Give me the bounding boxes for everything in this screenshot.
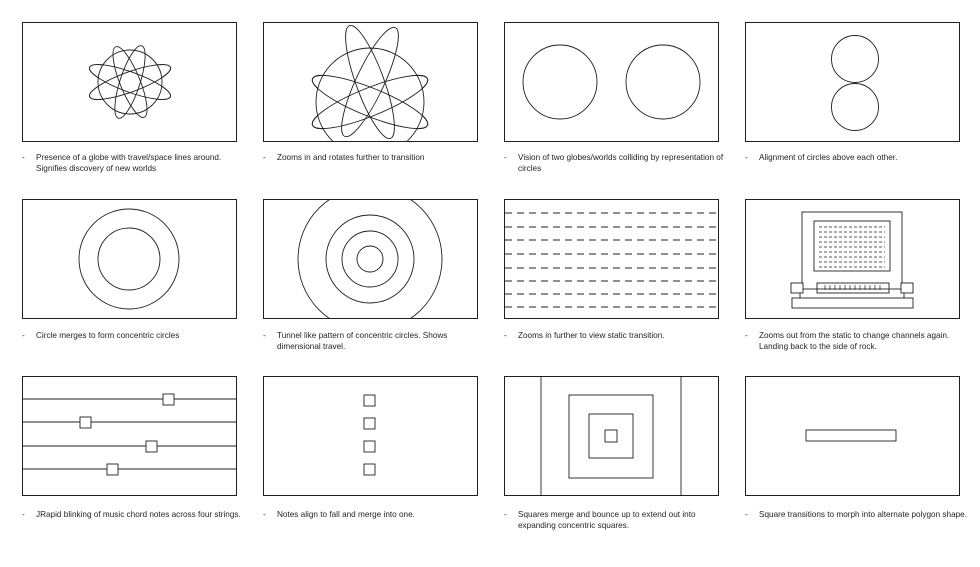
caption-text: Squares merge and bounce up to extend out into expanding concentric squares. bbox=[518, 510, 696, 530]
storyboard-frame-4 bbox=[745, 22, 960, 142]
caption-text: Zooms in and rotates further to transition bbox=[277, 153, 425, 162]
storyboard-frame-8 bbox=[745, 199, 960, 319]
caption-bullet: - bbox=[263, 510, 266, 519]
caption-text: Tunnel like pattern of concentric circles. Shows dimensional travel. bbox=[277, 331, 448, 351]
storyboard-frame-10 bbox=[263, 376, 478, 496]
storyboard-frame-2 bbox=[263, 22, 478, 142]
stacked-circles-illustration bbox=[745, 22, 960, 142]
storyboard-frame-12 bbox=[745, 376, 960, 496]
caption-bullet: - bbox=[504, 331, 507, 340]
caption-text: Alignment of circles above each other. bbox=[759, 153, 898, 162]
caption-bullet: - bbox=[504, 510, 507, 519]
caption-text: Zooms in further to view static transition. bbox=[518, 331, 665, 340]
caption-bullet: - bbox=[263, 153, 266, 162]
caption-bullet: - bbox=[22, 153, 25, 162]
caption-text: Zooms out from the static to change channels again. Landing back to the side of rock. bbox=[759, 331, 950, 351]
aligned-notes-illustration bbox=[263, 376, 478, 496]
storyboard-frame-7 bbox=[504, 199, 719, 319]
storyboard-frame-6 bbox=[263, 199, 478, 319]
storyboard-frame-11 bbox=[504, 376, 719, 496]
storyboard-frame-5 bbox=[22, 199, 237, 319]
storyboard-frame-9 bbox=[22, 376, 237, 496]
two-globes-illustration bbox=[504, 22, 719, 142]
concentric-squares-illustration bbox=[504, 376, 719, 496]
storyboard-frame-1 bbox=[22, 22, 237, 142]
polygon-bar-illustration bbox=[745, 376, 960, 496]
globe-with-orbits-illustration bbox=[22, 22, 237, 142]
caption-bullet: - bbox=[745, 331, 748, 340]
caption-bullet: - bbox=[22, 331, 25, 340]
caption-text: Circle merges to form concentric circles bbox=[36, 331, 180, 340]
caption-bullet: - bbox=[745, 153, 748, 162]
television-set-illustration bbox=[745, 199, 960, 319]
caption-text: Square transitions to morph into alternate polygon shape. bbox=[759, 510, 968, 519]
concentric-circles-illustration bbox=[22, 199, 237, 319]
storyboard-frame-3 bbox=[504, 22, 719, 142]
caption-bullet: - bbox=[263, 331, 266, 340]
caption-bullet: - bbox=[504, 153, 507, 162]
static-lines-illustration bbox=[504, 199, 719, 319]
caption-text: Vision of two globes/worlds colliding by representation of circles bbox=[518, 153, 724, 173]
caption-text: Notes align to fall and merge into one. bbox=[277, 510, 415, 519]
caption-text: Presence of a globe with travel/space lines around. Signifies discovery of new worlds bbox=[36, 153, 222, 173]
caption-bullet: - bbox=[745, 510, 748, 519]
caption-text: JRapid blinking of music chord notes across four strings. bbox=[36, 510, 241, 519]
caption-bullet: - bbox=[22, 510, 25, 519]
zoomed-globe-illustration bbox=[263, 22, 478, 142]
tunnel-circles-illustration bbox=[263, 199, 478, 319]
music-strings-illustration bbox=[22, 376, 237, 496]
